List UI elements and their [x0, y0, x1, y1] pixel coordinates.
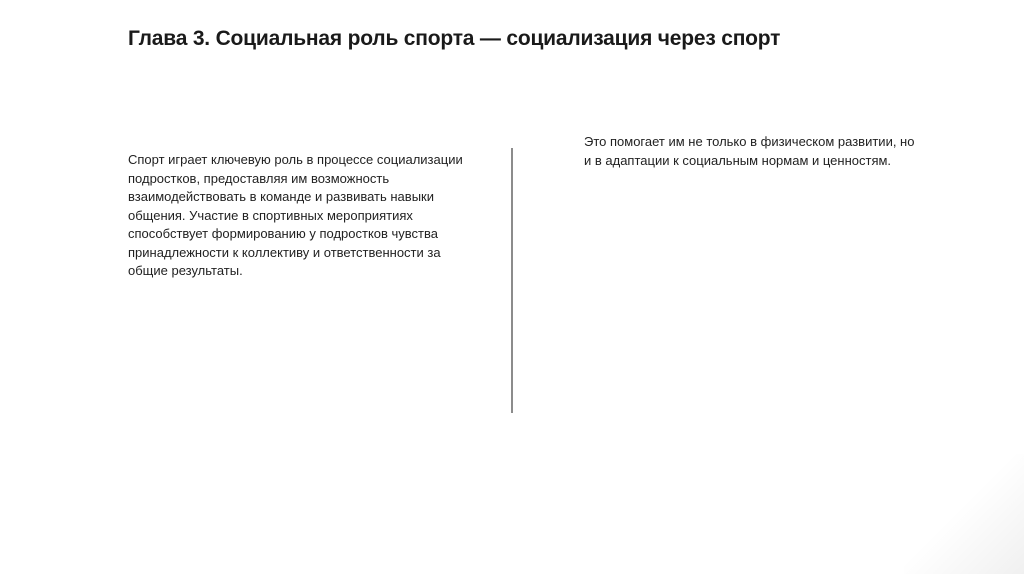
slide-title: Глава 3. Социальная роль спорта — социализация через спорт	[128, 27, 781, 50]
left-column-text: Спорт играет ключевую роль в процессе социализации подростков, предоставляя им возможность взаимодействовать в команде и развивать навыки общения. Участие в спортивных мероприятиях способствует формированию у подростков чувства принадлежности к коллективу и ответственности за общие результаты.	[128, 152, 463, 278]
column-divider	[511, 148, 513, 413]
right-column-text: Это помогает им не только в физическом развитии, но и в адаптации к социальным нормам и ценностям.	[584, 134, 915, 168]
page-corner-shadow	[904, 454, 1024, 574]
